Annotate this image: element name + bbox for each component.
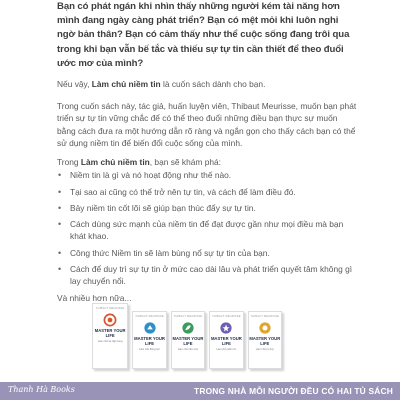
list-item <box>57 219 357 242</box>
bullet-icon: • <box>58 170 62 181</box>
bullet-icon: • <box>58 202 62 213</box>
list-item-text: Niềm tin là gì và nó hoạt động như thế nào. <box>70 170 232 181</box>
outro-text: Và nhiều hơn nữa... <box>57 293 132 304</box>
book-subtitle: Làm chủ cảm xúc <box>177 348 199 352</box>
recommendation-paragraph <box>57 78 357 91</box>
book-title-mention: Làm chủ niềm tin <box>91 79 161 90</box>
book-cover <box>171 311 205 369</box>
book-subtitle: Làm chủ động lực <box>139 348 160 352</box>
list-item-text: Công thức Niềm tin sẽ làm bùng nổ sự tự tin của bạn. <box>70 247 270 258</box>
list-item-text: Tại sao ai cũng có thể trở nên tự tin, và cách để làm điều đó. <box>70 186 296 197</box>
list-item <box>57 248 357 260</box>
list-item <box>57 187 357 199</box>
book-subtitle: Làm chủ sự tập trung <box>97 340 123 344</box>
bullet-icon: • <box>58 247 62 258</box>
list-item <box>57 264 357 287</box>
book-series-name: MASTER YOUR LIFE <box>94 328 126 338</box>
intro-paragraph: Bạn có phát ngán khi nhìn thấy những người kém tài năng hơn mình đang ngày càng phát triển? Bạn có mệt mỏi khi luôn nghi ngờ bản thân? Bạn có cảm thấy như thể cuộc sống đang trôi qua trong khi bạn vẫn bế tắc và thiếu sự tự tin cần thiết để theo đuổi ước mơ của mình? <box>57 1 350 69</box>
footer-band <box>0 382 400 400</box>
publisher-slogan: TRONG NHÀ MỖI NGƯỜI ĐỀU CÓ HAI TỦ SÁCH <box>194 386 393 396</box>
recommendation-suffix: là cuốn sách dành cho bạn. <box>160 79 266 90</box>
book-series-name: MASTER YOUR LIFE <box>172 336 204 346</box>
publisher-logo: Thanh Hà Books <box>8 385 75 394</box>
benefits-list <box>57 170 357 287</box>
book-description <box>57 0 357 305</box>
arrow-emblem-icon <box>143 321 157 335</box>
book-subtitle: Làm chủ tư duy <box>255 348 274 352</box>
book-series-name: MASTER YOUR LIFE <box>249 336 281 346</box>
list-item-text: Bảy niềm tin cốt lõi sẽ giúp bạn thúc đẩy sự tự tin. <box>70 202 256 213</box>
book-author: THIBAUT MEURISSE <box>250 315 280 318</box>
discover-suffix: , bạn sẽ khám phá: <box>149 156 222 167</box>
list-item <box>57 170 357 182</box>
book-series-name: MASTER YOUR LIFE <box>134 336 165 346</box>
author-paragraph: Trong cuốn sách này, tác giả, huấn luyện viên, Thibaut Meurisse, muốn bạn phát triển sự tự tin vững chắc để có thể theo đuổi những điều bạn thực sự muốn bằng cách đưa ra một hướng dẫn rõ ràng và ngắn gọn cho thấy cách bạn có thể sử dụng niềm tin để biến đổi cuộc sống của mình. <box>57 100 357 149</box>
book-author: THIBAUT MEURISSE <box>95 307 125 310</box>
target-emblem-icon <box>103 313 117 327</box>
book-cover <box>248 311 282 369</box>
bullet-icon: • <box>58 219 62 230</box>
book-series-name: MASTER YOUR LIFE <box>210 336 242 346</box>
book-author: THIBAUT MEURISSE <box>135 315 164 318</box>
star-emblem-icon <box>219 321 233 335</box>
discover-prefix: Trong <box>57 156 81 167</box>
recommendation-prefix: Nếu vậy, <box>57 79 92 90</box>
list-item-text: Cách dùng sức mạnh của niềm tin để đạt được gần như mọi điều mà bạn khát khao. <box>70 219 344 242</box>
book-cover <box>132 311 166 369</box>
bullet-icon: • <box>58 264 62 275</box>
book-subtitle: Làm chủ niềm tin <box>216 348 237 352</box>
book-author: THIBAUT MEURISSE <box>212 315 241 318</box>
list-item-text: Cách để duy trì sự tự tin ở mức cao dài lâu và phát triển quyết tâm không gì lay chuyển nổi. <box>70 264 353 286</box>
leaf-emblem-icon <box>181 321 195 335</box>
book-title-mention-2: Làm chủ niềm tin <box>80 156 150 167</box>
sun-emblem-icon <box>258 321 272 335</box>
list-item <box>57 203 357 215</box>
discover-intro <box>57 156 357 169</box>
book-author: THIBAUT MEURISSE <box>173 315 203 318</box>
book-cover <box>209 311 243 369</box>
book-series-covers <box>92 296 282 369</box>
book-cover <box>92 303 128 369</box>
bullet-icon: • <box>58 186 62 197</box>
